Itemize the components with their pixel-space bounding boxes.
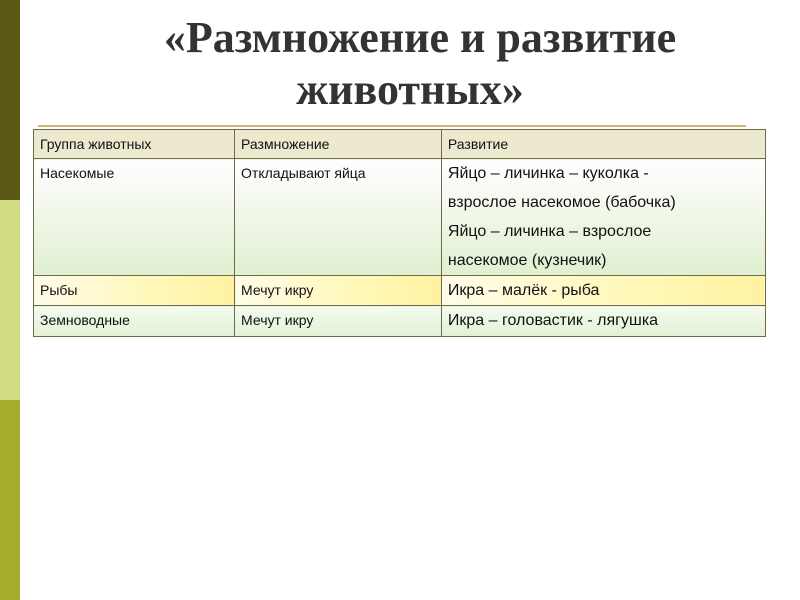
slide-title (40, 12, 800, 116)
table-row (34, 159, 766, 276)
cell-development (441, 159, 765, 276)
cell-group: Насекомые (34, 159, 235, 276)
bar-segment-dark (0, 0, 20, 200)
development-line: взрослое насекомое (бабочка) (447, 194, 676, 211)
cell-reproduction: Мечут икру (235, 276, 442, 306)
development-line: Яйцо – личинка – взрослое (447, 223, 652, 240)
bar-segment-light (0, 200, 20, 400)
cell-group: Рыбы (34, 276, 235, 306)
header-development: Развитие (441, 130, 765, 159)
title-line-1: «Размножение и развитие (163, 13, 677, 62)
title-underline (38, 125, 746, 127)
development-line: Яйцо – личинка – куколка - (447, 165, 649, 182)
header-reproduction: Размножение (235, 130, 442, 159)
table-row (34, 276, 766, 306)
cell-group: Земноводные (34, 306, 235, 337)
animals-table (33, 129, 766, 337)
table-header-row (34, 130, 766, 159)
cell-development (441, 306, 765, 337)
title-line-2: животных» (296, 65, 524, 114)
bar-segment-mid (0, 400, 20, 600)
development-line: Икра – малёк - рыба (447, 282, 600, 299)
left-decorative-bar (0, 0, 20, 600)
cell-reproduction: Откладывают яйца (235, 159, 442, 276)
cell-development (441, 276, 765, 306)
cell-reproduction: Мечут икру (235, 306, 442, 337)
header-group: Группа животных (34, 130, 235, 159)
table-row (34, 306, 766, 337)
development-line: Икра – головастик - лягушка (447, 312, 659, 329)
development-line: насекомое (кузнечик) (447, 252, 607, 269)
